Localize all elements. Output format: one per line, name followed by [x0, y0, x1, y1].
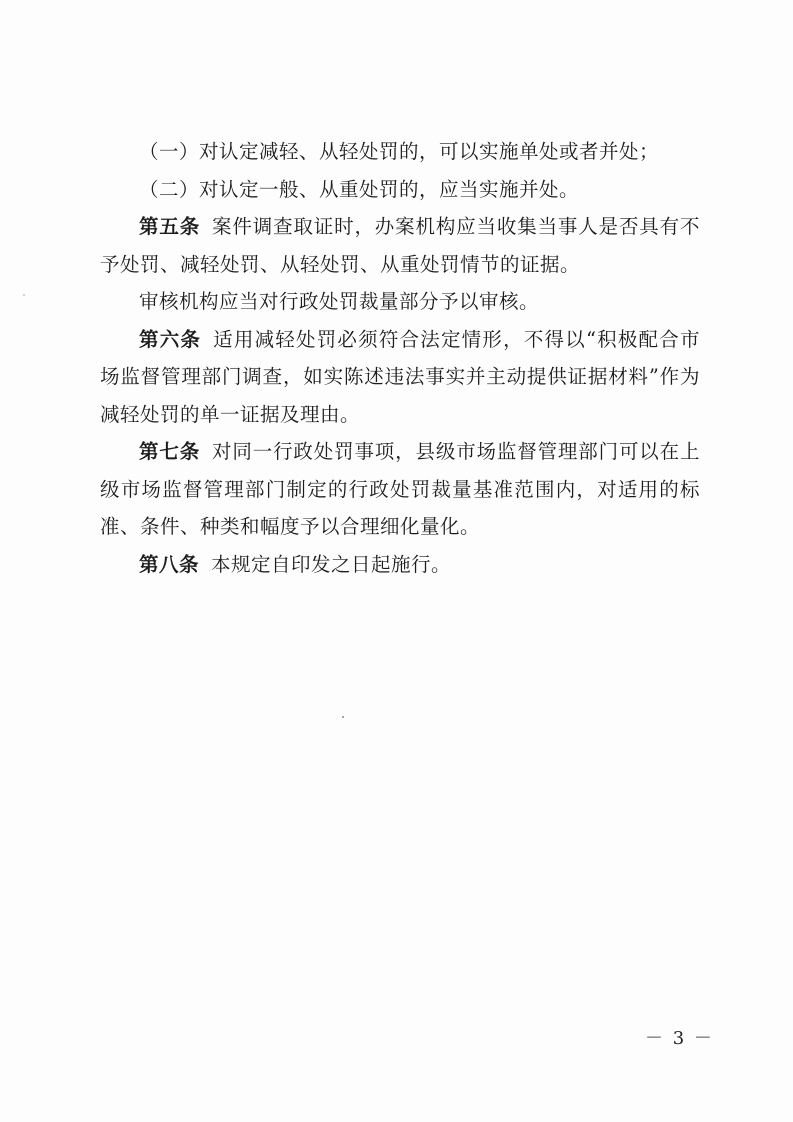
- article-5: [100, 208, 700, 283]
- article-text: 本规定自印发之日起施行。: [211, 552, 452, 576]
- article-7: [100, 433, 700, 546]
- scan-speck: [23, 294, 25, 296]
- paragraph-text: 审核机构应当对行政处罚裁量部分予以审核。: [139, 290, 540, 313]
- article-6: [100, 321, 700, 434]
- paragraph-item-2: [100, 171, 700, 209]
- article-text: 适用减轻处罚必须符合法定情形，不得以“积极配合市场监督管理部门调查，如实陈述违法事实并主动提供证据材料”作为减轻处罚的单一证据及理由。: [100, 327, 700, 426]
- document-body: [100, 133, 700, 583]
- paragraph-review: [100, 283, 700, 321]
- article-8: [100, 546, 700, 584]
- article-number: 第七条: [139, 440, 201, 463]
- article-number: 第八条: [139, 552, 200, 576]
- paragraph-text: （一）对认定减轻、从轻处罚的，可以实施单处或者并处；: [139, 140, 660, 163]
- page-number: － 3 －: [645, 1028, 714, 1049]
- article-number: 第五条: [139, 215, 201, 238]
- article-text: 案件调查取证时，办案机构应当收集当事人是否具有不予处罚、减轻处罚、从轻处罚、从重处罚情节的证据。: [100, 215, 700, 276]
- article-number: 第六条: [139, 327, 202, 351]
- article-text: 对同一行政处罚事项，县级市场监督管理部门可以在上级市场监督管理部门制定的行政处罚裁量基准范围内，对适用的标准、条件、种类和幅度予以合理细化量化。: [100, 440, 700, 538]
- paragraph-item-1: [100, 133, 700, 171]
- paragraph-text: （二）对认定一般、从重处罚的，应当实施并处。: [139, 177, 580, 201]
- scan-speck: [342, 716, 344, 718]
